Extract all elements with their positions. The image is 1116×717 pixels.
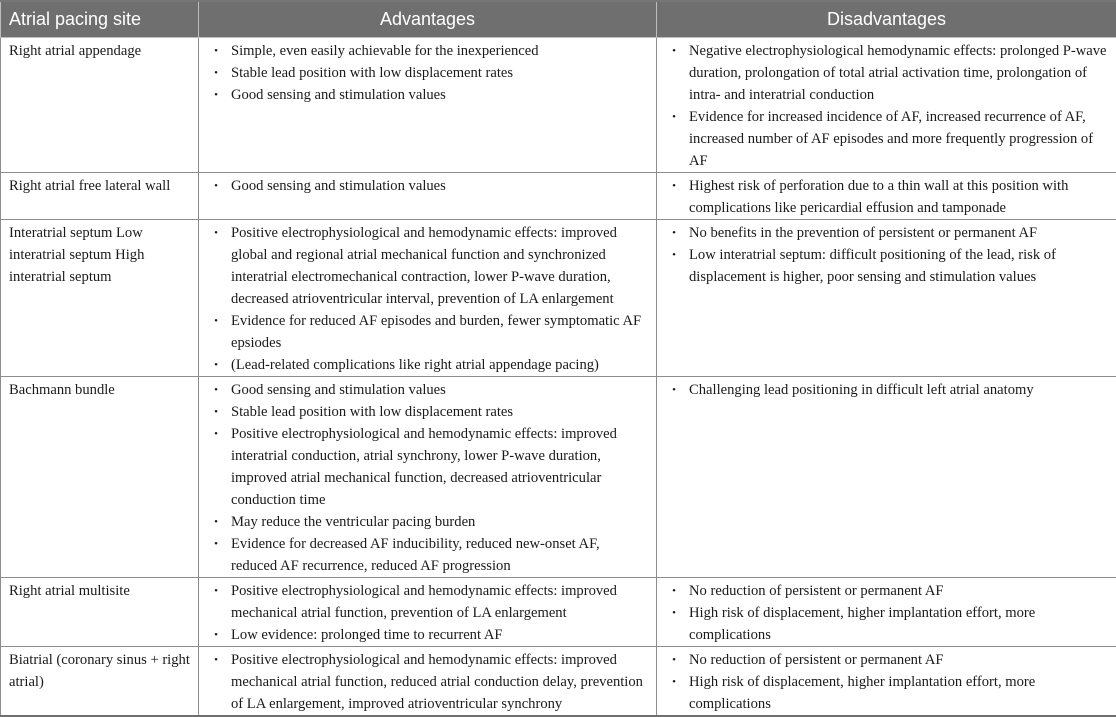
list-item-text: Positive electrophysiological and hemodynamic effects: improved mechanical atrial function, reduced atrial conduction delay, prevention of LA enlargement, improved atrioventricular synchrony	[231, 652, 643, 712]
list-item	[667, 40, 1108, 106]
list-item-text: High risk of displacement, higher implantation effort, more complications	[689, 674, 1035, 712]
list-item	[209, 40, 648, 62]
bullet-icon: •	[209, 222, 223, 244]
advantages-list	[207, 379, 648, 577]
bullet-icon: •	[209, 580, 223, 602]
list-item	[667, 602, 1108, 646]
bullet-icon: •	[209, 62, 223, 84]
list-item-text: Stable lead position with low displacement rates	[231, 404, 513, 420]
list-item	[209, 580, 648, 624]
header-row	[1, 1, 1116, 38]
list-item	[209, 511, 648, 533]
table-body	[1, 38, 1116, 717]
header-advantages: Advantages	[199, 1, 657, 38]
list-item	[667, 222, 1108, 244]
list-item	[667, 379, 1108, 401]
list-item	[209, 423, 648, 511]
disadvantages-list	[665, 649, 1108, 715]
advantages-list	[207, 175, 648, 197]
bullet-icon: •	[667, 244, 681, 266]
bullet-icon: •	[209, 379, 223, 401]
list-item-text: Negative electrophysiological hemodynamic effects: prolonged P-wave duration, prolongation of total atrial activation time, prolongation of intra- and interatrial conduction	[689, 43, 1107, 103]
disadvantages-list	[665, 40, 1108, 172]
list-item-text: Challenging lead positioning in difficult left atrial anatomy	[689, 382, 1034, 398]
list-item	[667, 671, 1108, 715]
list-item	[667, 580, 1108, 602]
advantages-cell	[199, 647, 657, 717]
list-item-text: Evidence for decreased AF inducibility, reduced new-onset AF, reduced AF recurrence, reduced AF progression	[231, 536, 600, 574]
bullet-icon: •	[667, 175, 681, 197]
pacing-site-cell: Bachmann bundle	[1, 377, 199, 578]
table-row	[1, 647, 1116, 717]
list-item	[209, 310, 648, 354]
list-item	[209, 401, 648, 423]
pacing-site-cell: Right atrial free lateral wall	[1, 173, 199, 220]
disadvantages-list	[665, 175, 1108, 219]
pacing-site-cell: Right atrial appendage	[1, 38, 199, 173]
advantages-cell	[199, 38, 657, 173]
bullet-icon: •	[209, 649, 223, 671]
header-disadvantages: Disadvantages	[657, 1, 1116, 38]
table-row	[1, 38, 1116, 173]
disadvantages-cell	[657, 647, 1116, 717]
list-item-text: Good sensing and stimulation values	[231, 382, 446, 398]
bullet-icon: •	[209, 511, 223, 533]
list-item	[209, 379, 648, 401]
list-item-text: High risk of displacement, higher implantation effort, more complications	[689, 605, 1035, 643]
list-item	[209, 222, 648, 310]
advantages-list	[207, 580, 648, 646]
list-item-text: Highest risk of perforation due to a thin wall at this position with complications like pericardial effusion and tamponade	[689, 178, 1068, 216]
list-item-text: Positive electrophysiological and hemodynamic effects: improved global and regional atrial mechanical function and synchronized interatrial electromechanical contraction, lower P-wave duration, decreased atrioventricular interval, prevention of LA enlargement	[231, 225, 617, 307]
bullet-icon: •	[667, 379, 681, 401]
list-item-text: Good sensing and stimulation values	[231, 87, 446, 103]
list-item-text: Stable lead position with low displacement rates	[231, 65, 513, 81]
bullet-icon: •	[209, 40, 223, 62]
list-item	[209, 354, 648, 376]
bullet-icon: •	[667, 40, 681, 62]
bullet-icon: •	[667, 602, 681, 624]
list-item	[209, 533, 648, 577]
bullet-icon: •	[209, 533, 223, 555]
disadvantages-list	[665, 379, 1108, 401]
table-row	[1, 220, 1116, 377]
advantages-list	[207, 222, 648, 376]
list-item-text: Evidence for increased incidence of AF, increased recurrence of AF, increased number of AF episodes and more frequently progression of AF	[689, 109, 1093, 169]
list-item	[209, 84, 648, 106]
disadvantages-cell	[657, 578, 1116, 647]
advantages-cell	[199, 578, 657, 647]
list-item-text: Low evidence: prolonged time to recurrent AF	[231, 627, 503, 643]
bullet-icon: •	[667, 671, 681, 693]
disadvantages-cell	[657, 377, 1116, 578]
list-item-text: No reduction of persistent or permanent AF	[689, 652, 944, 668]
bullet-icon: •	[209, 423, 223, 445]
list-item	[667, 175, 1108, 219]
bullet-icon: •	[667, 106, 681, 128]
header-pacing-site: Atrial pacing site	[1, 1, 199, 38]
pacing-site-cell: Biatrial (coronary sinus + right atrial)	[1, 647, 199, 717]
bullet-icon: •	[209, 175, 223, 197]
table-row	[1, 578, 1116, 647]
disadvantages-cell	[657, 220, 1116, 377]
list-item-text: Low interatrial septum: difficult positioning of the lead, risk of displacement is higher, poor sensing and stimulation values	[689, 247, 1056, 285]
advantages-cell	[199, 173, 657, 220]
list-item-text: No benefits in the prevention of persistent or permanent AF	[689, 225, 1037, 241]
list-item-text: Simple, even easily achievable for the inexperienced	[231, 43, 539, 59]
disadvantages-cell	[657, 38, 1116, 173]
bullet-icon: •	[209, 401, 223, 423]
table-header	[1, 1, 1116, 38]
bullet-icon: •	[209, 310, 223, 332]
bullet-icon: •	[667, 222, 681, 244]
bullet-icon: •	[209, 354, 223, 376]
list-item-text: No reduction of persistent or permanent AF	[689, 583, 944, 599]
list-item-text: Evidence for reduced AF episodes and burden, fewer symptomatic AF epsiodes	[231, 313, 641, 351]
bullet-icon: •	[667, 649, 681, 671]
advantages-list	[207, 649, 648, 715]
list-item-text: Positive electrophysiological and hemodynamic effects: improved interatrial conduction, atrial synchrony, lower P-wave duration, improved atrial mechanical function, decreased atrioventricular conduction time	[231, 426, 617, 508]
list-item-text: Positive electrophysiological and hemodynamic effects: improved mechanical atrial function, prevention of LA enlargement	[231, 583, 617, 621]
list-item	[209, 649, 648, 715]
advantages-cell	[199, 377, 657, 578]
list-item-text: Good sensing and stimulation values	[231, 178, 446, 194]
bullet-icon: •	[667, 580, 681, 602]
table-row	[1, 377, 1116, 578]
list-item-text: (Lead-related complications like right atrial appendage pacing)	[231, 357, 599, 373]
list-item	[209, 62, 648, 84]
pacing-site-cell: Right atrial multisite	[1, 578, 199, 647]
list-item	[667, 244, 1108, 288]
pacing-site-cell: Interatrial septum Low interatrial septum High interatrial septum	[1, 220, 199, 377]
table-row	[1, 173, 1116, 220]
advantages-list	[207, 40, 648, 106]
list-item	[667, 106, 1108, 172]
advantages-cell	[199, 220, 657, 377]
disadvantages-list	[665, 222, 1108, 288]
list-item	[209, 624, 648, 646]
list-item	[667, 649, 1108, 671]
disadvantages-cell	[657, 173, 1116, 220]
bullet-icon: •	[209, 624, 223, 646]
list-item	[209, 175, 648, 197]
bullet-icon: •	[209, 84, 223, 106]
list-item-text: May reduce the ventricular pacing burden	[231, 514, 475, 530]
disadvantages-list	[665, 580, 1108, 646]
